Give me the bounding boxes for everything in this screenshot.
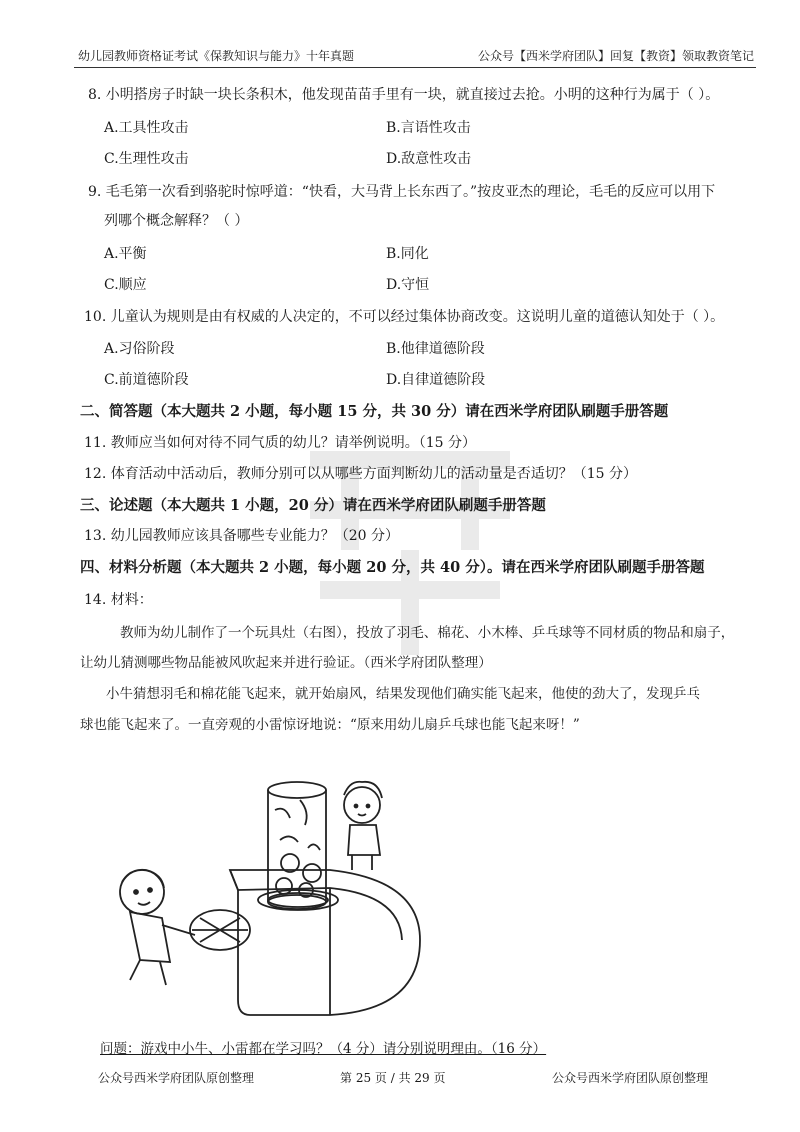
section-material-title: 四、材料分析题（本大题共 2 小题，每小题 20 分，共 40 分）。请在西米学府团队刷题手册答题 (80, 559, 705, 576)
question-10-stem: 10. 儿童认为规则是由有权威的人决定的，不可以经过集体协商改变。这说明儿童的道德认知处于（ ）。 (84, 309, 725, 325)
question-8-stem: 8. 小明搭房子时缺一块长条积木，他发现苗苗手里有一块，就直接过去抢。小明的这种行为属于（ ）。 (88, 87, 720, 103)
toy-stove-illustration (100, 770, 440, 1020)
question-9-stem-line2: 列哪个概念解释？（ ） (104, 213, 249, 229)
question-10-option-c: C.前道德阶段 (104, 372, 189, 388)
question-10-option-d: D.自律道德阶段 (386, 372, 486, 388)
section-short-answer-title: 二、简答题（本大题共 2 小题，每小题 15 分，共 30 分）请在西米学府团队刷题手册答题 (80, 403, 669, 420)
material-para2-line1: 小牛猜想羽毛和棉花能飞起来，就开始扇风，结果发现他们确实能飞起来，他使的劲大了，发现乒乓 (106, 686, 700, 702)
question-14-label: 14. 材料： (84, 592, 153, 608)
question-9-option-b: B.同化 (386, 246, 429, 262)
question-9-option-d: D.守恒 (386, 277, 430, 293)
question-8-option-a: A.工具性攻击 (104, 120, 189, 136)
material-para1-line2: 让幼儿猜测哪些物品能被风吹起来并进行验证。（西米学府团队整理） (80, 655, 492, 671)
footer-left: 公众号西米学府团队原创整理 (98, 1071, 255, 1085)
child-with-fan (120, 870, 250, 985)
material-para1-line1: 教师为幼儿制作了一个玩具灶（右图），投放了羽毛、棉花、小木棒、乒乓球等不同材质的物品和扇子， (120, 625, 735, 641)
footer-right: 公众号西米学府团队原创整理 (552, 1071, 709, 1085)
question-8-option-c: C.生理性攻击 (104, 151, 189, 167)
question-9-option-a: A.平衡 (104, 246, 147, 262)
question-8-option-b: B.言语性攻击 (386, 120, 471, 136)
question-9-option-c: C.顺应 (104, 277, 147, 293)
header-rule (74, 67, 756, 68)
question-8-option-d: D.敌意性攻击 (386, 151, 472, 167)
question-12: 12. 体育活动中活动后，教师分别可以从哪些方面判断幼儿的活动量是否适切？（15 分） (84, 466, 637, 482)
header-left: 幼儿园教师资格证考试《保教知识与能力》十年真题 (78, 49, 355, 63)
boy-observer (344, 782, 382, 870)
header-right: 公众号【西米学府团队】回复【教资】领取教资笔记 (477, 49, 754, 63)
question-14-prompt: 问题：游戏中小牛、小雷都在学习吗？（4 分）请分别说明理由。（16 分） (100, 1041, 547, 1057)
page-number: 第 25 页 / 共 29 页 (340, 1071, 446, 1085)
section-essay-title: 三、论述题（本大题共 1 小题，20 分）请在西米学府团队刷题手册答题 (80, 497, 546, 514)
question-9-stem-line1: 9. 毛毛第一次看到骆驼时惊呼道：“快看，大马背上长东西了。”按皮亚杰的理论，毛毛的反应可以用下 (88, 184, 716, 200)
question-10-option-b: B.他律道德阶段 (386, 341, 485, 357)
question-10-option-a: A.习俗阶段 (104, 341, 175, 357)
question-13: 13. 幼儿园教师应该具备哪些专业能力？（20 分） (84, 528, 399, 544)
question-11: 11. 教师应当如何对待不同气质的幼儿？请举例说明。（15 分） (84, 435, 476, 451)
material-para2-line2: 球也能飞起来了。一直旁观的小雷惊讶地说：“原来用幼儿扇乒乓球也能飞起来呀！” (80, 717, 580, 733)
